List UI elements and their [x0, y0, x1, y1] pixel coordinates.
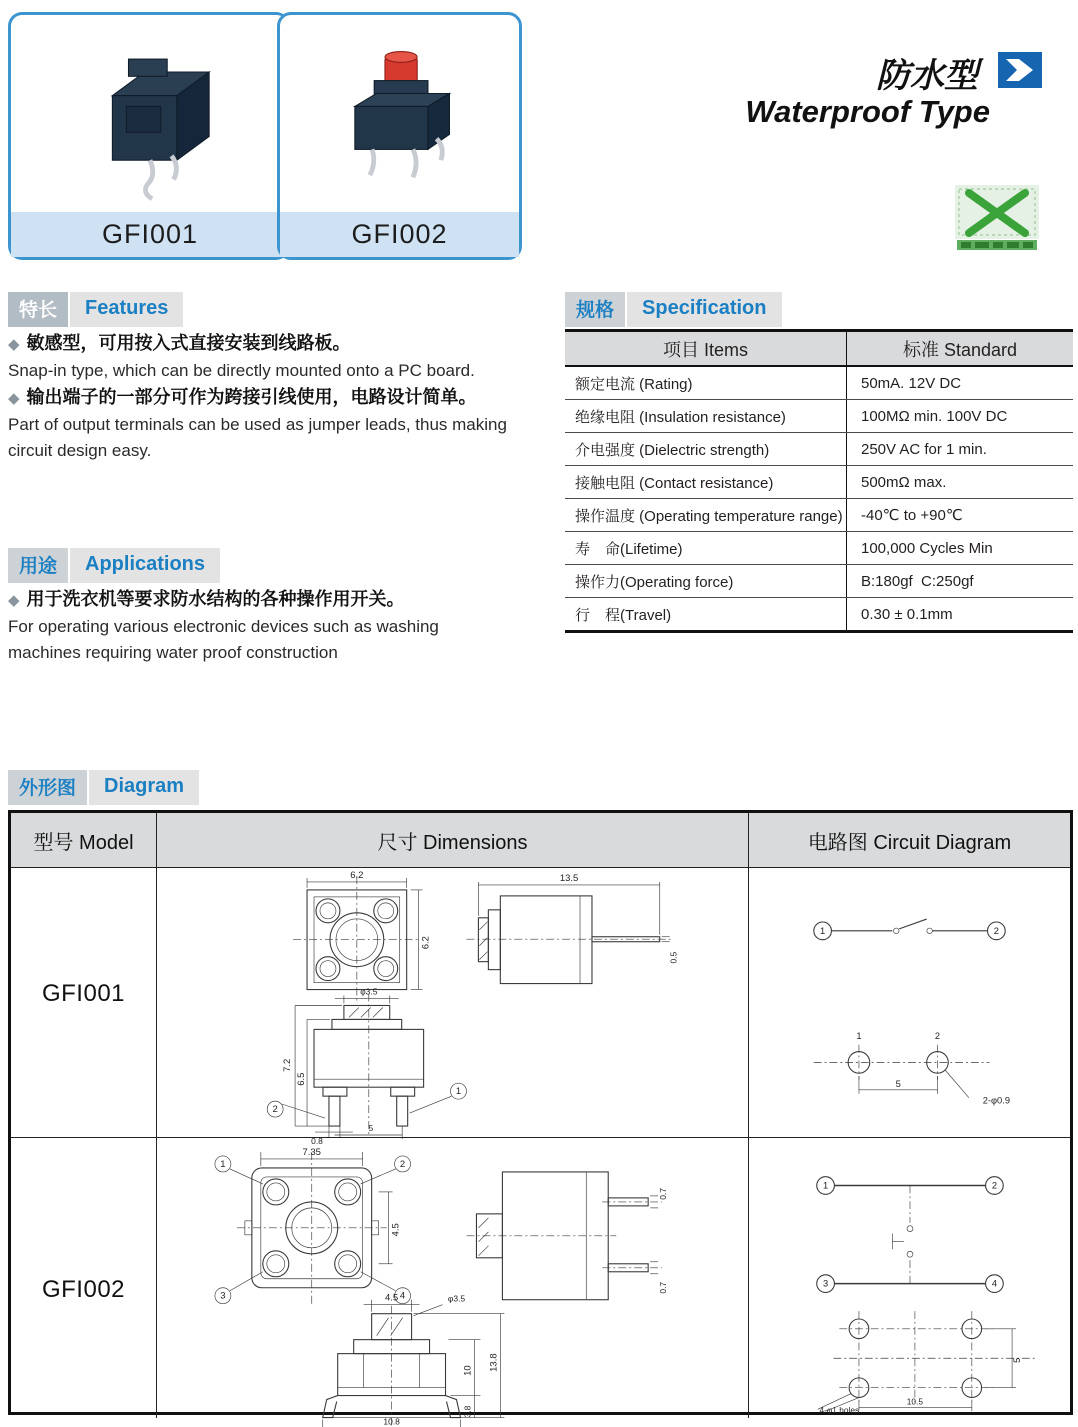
- application-cn-text: 用于洗衣机等要求防水结构的各种操作用开关。: [26, 589, 405, 609]
- application-en-text: For operating various electronic devices such as washing machines requiring water proof construction: [8, 617, 439, 662]
- model-cell-gfi001: [11, 868, 157, 1138]
- col-header-items: 项目 Items: [565, 332, 847, 365]
- dim-label: 5: [895, 1078, 901, 1089]
- feature-cn-text: 敏感型，可用按入式直接安装到线路板。: [26, 333, 351, 353]
- switch-photo-gfi002: [310, 29, 490, 201]
- product-card-gfi002: [277, 12, 522, 260]
- features-text: [8, 330, 528, 464]
- hole-number: 2: [934, 1030, 941, 1041]
- page-title-cn: 防水型: [876, 57, 978, 95]
- pin-number-callout: 1: [455, 1086, 462, 1098]
- product-photo-gfi001: [11, 19, 289, 211]
- col-header-standard: 标准 Standard: [902, 339, 1018, 360]
- dim-label: 6.2: [350, 869, 364, 881]
- specification-badge-en: Specification: [627, 292, 781, 327]
- dim-label: φ3.5: [447, 1293, 466, 1304]
- specification-badge-cn: 规格: [565, 292, 625, 327]
- spec-standard: 100,000 Cycles Min: [861, 539, 993, 557]
- gfi002-circuit-drawing: [749, 1138, 1070, 1418]
- table-row: [565, 597, 1073, 630]
- table-row: [565, 399, 1073, 432]
- diamond-bullet-icon: ◆: [8, 390, 20, 407]
- dim-label: 10: [462, 1365, 474, 1376]
- arrow-right-icon: [998, 52, 1042, 88]
- pin-number-callout: 2: [272, 1104, 278, 1116]
- gfi001-top-view: [293, 870, 431, 1004]
- terminal-number: 2: [993, 925, 999, 936]
- applications-badge-en: Applications: [70, 548, 220, 583]
- feature-bullet-cn: [8, 330, 528, 358]
- diagram-badge-en: Diagram: [89, 770, 199, 805]
- gfi002-side-view: [466, 1172, 668, 1300]
- gfi001-circuit-schematic: [814, 919, 1005, 940]
- diagram-badge-cn: 外形图: [8, 770, 87, 805]
- dim-label: 0.5: [668, 951, 679, 964]
- product-card-gfi001: [8, 12, 290, 260]
- spec-standard: 100MΩ min. 100V DC: [861, 407, 1008, 425]
- spec-item: 寿 命(Lifetime): [565, 532, 847, 564]
- page-title-en: Waterproof Type: [745, 94, 990, 129]
- gfi002-pcb-layout: [818, 1311, 1036, 1415]
- hole-number: 1: [856, 1030, 862, 1041]
- specification-table: [565, 329, 1073, 633]
- dim-label: 10.5: [906, 1396, 924, 1407]
- dim-label: 13.8: [488, 1353, 500, 1372]
- feature-cn-text: 输出端子的一部分可作为跨接引线使用，电路设计简单。: [26, 387, 477, 407]
- spec-standard: 0.30 ± 0.1mm: [861, 605, 953, 623]
- spec-item: 操作温度 (Operating temperature range): [565, 499, 847, 531]
- gfi001-dimension-drawing: [157, 868, 748, 1146]
- terminal-number: 4: [991, 1278, 998, 1289]
- table-row: [565, 432, 1073, 465]
- dimensions-cell-gfi002: [157, 1135, 749, 1427]
- circuit-cell-gfi001: [749, 868, 1070, 1138]
- terminal-number: 3: [822, 1278, 829, 1289]
- gfi001-side-view: [466, 873, 678, 984]
- dim-label: 10.8: [383, 1416, 400, 1427]
- pin-number-callout: 1: [220, 1158, 226, 1170]
- diagram-table: [8, 810, 1073, 1427]
- dim-label: 4.5: [390, 1223, 402, 1237]
- green-certification-icon: [955, 185, 1039, 251]
- spec-item: 绝缘电阻 (Insulation resistance): [565, 400, 847, 432]
- dim-label: 7.35: [302, 1146, 321, 1158]
- table-row: [565, 531, 1073, 564]
- col-header-dimensions: 尺寸 Dimensions: [157, 813, 749, 868]
- specification-table-header: [565, 332, 1073, 367]
- col-header-circuit: 电路图 Circuit Diagram: [749, 813, 1070, 868]
- table-row: [565, 465, 1073, 498]
- dim-label: 6.2: [420, 936, 432, 950]
- features-badge-en: Features: [70, 292, 183, 327]
- application-bullet-cn: [8, 586, 453, 614]
- terminal-number: 1: [820, 925, 826, 936]
- applications-badge-cn: 用途: [8, 548, 68, 583]
- spec-standard: 500mΩ max.: [861, 473, 947, 491]
- col-header-model: 型号 Model: [11, 813, 157, 868]
- dim-label: 5: [1011, 1357, 1022, 1363]
- gfi001-front-view: [267, 987, 466, 1146]
- feature-bullet-cn: [8, 384, 528, 412]
- dim-label: 0.8: [311, 1135, 323, 1146]
- hole-spec-label: 2-φ0.9: [982, 1095, 1011, 1106]
- dimensions-cell-gfi001: [157, 868, 749, 1146]
- terminal-number: 1: [822, 1180, 829, 1191]
- dim-label: 6.5: [296, 1072, 308, 1086]
- dim-label: 0.7: [658, 1188, 669, 1200]
- dim-label: 7.2: [282, 1058, 294, 1072]
- applications-text: [8, 586, 453, 666]
- diamond-bullet-icon: ◆: [8, 336, 20, 353]
- gfi002-front-view: [323, 1290, 505, 1427]
- features-section-badge: [8, 292, 183, 327]
- product-photo-gfi002: [280, 19, 519, 211]
- spec-item: 行 程(Travel): [565, 598, 847, 630]
- spec-item: 接触电阻 (Contact resistance): [565, 466, 847, 498]
- circuit-cell-gfi002: [749, 1138, 1070, 1418]
- gfi001-pcb-layout: [814, 1031, 1010, 1106]
- terminal-number: 2: [991, 1180, 998, 1191]
- diagram-section-badge: [8, 770, 199, 805]
- table-row: [565, 367, 1073, 399]
- table-row: [565, 564, 1073, 597]
- spec-item: 额定电流 (Rating): [565, 367, 847, 399]
- spec-standard: 50mA. 12V DC: [861, 374, 962, 392]
- dim-label: 5: [368, 1123, 374, 1134]
- gfi002-top-view: [215, 1147, 411, 1304]
- switch-photo-gfi001: [60, 29, 240, 201]
- gfi002-dimension-drawing: [157, 1135, 748, 1427]
- specification-section-badge: [565, 292, 782, 327]
- spec-item: 操作力(Operating force): [565, 565, 847, 597]
- dim-label: φ3.5: [360, 986, 378, 997]
- applications-section-badge: [8, 548, 220, 583]
- dim-label: 3.8: [462, 1405, 473, 1418]
- dim-label: 0.7: [658, 1281, 669, 1294]
- spec-standard: 250V AC for 1 min.: [861, 440, 987, 458]
- features-badge-cn: 特长: [8, 292, 68, 327]
- pin-number-callout: 3: [220, 1290, 226, 1302]
- spec-standard: B:180gf C:250gf: [861, 572, 974, 590]
- dim-label: 13.5: [559, 872, 579, 884]
- hole-spec-label: 4-φ1 holes: [819, 1405, 860, 1416]
- spec-item: 介电强度 (Dielectric strength): [565, 433, 847, 465]
- gfi002-circuit-schematic: [817, 1177, 1004, 1293]
- pin-number-callout: 2: [399, 1158, 406, 1170]
- model-name: GFI001: [41, 980, 126, 1007]
- product-model-label: GFI002: [280, 212, 519, 257]
- diamond-bullet-icon: ◆: [8, 592, 20, 609]
- product-model-label: GFI001: [11, 212, 289, 257]
- dim-label: 4.5: [385, 1292, 399, 1304]
- gfi001-circuit-drawing: [749, 868, 1070, 1137]
- spec-standard: -40℃ to +90℃: [861, 507, 963, 524]
- model-name: GFI002: [41, 1276, 126, 1303]
- table-row: [565, 498, 1073, 531]
- pin-number-callout: 4: [399, 1290, 406, 1302]
- model-cell-gfi002: [11, 1138, 157, 1418]
- feature-en-text: Part of output terminals can be used as jumper leads, thus making circuit design easy.: [8, 415, 507, 460]
- feature-en-text: Snap-in type, which can be directly mounted onto a PC board.: [8, 361, 475, 380]
